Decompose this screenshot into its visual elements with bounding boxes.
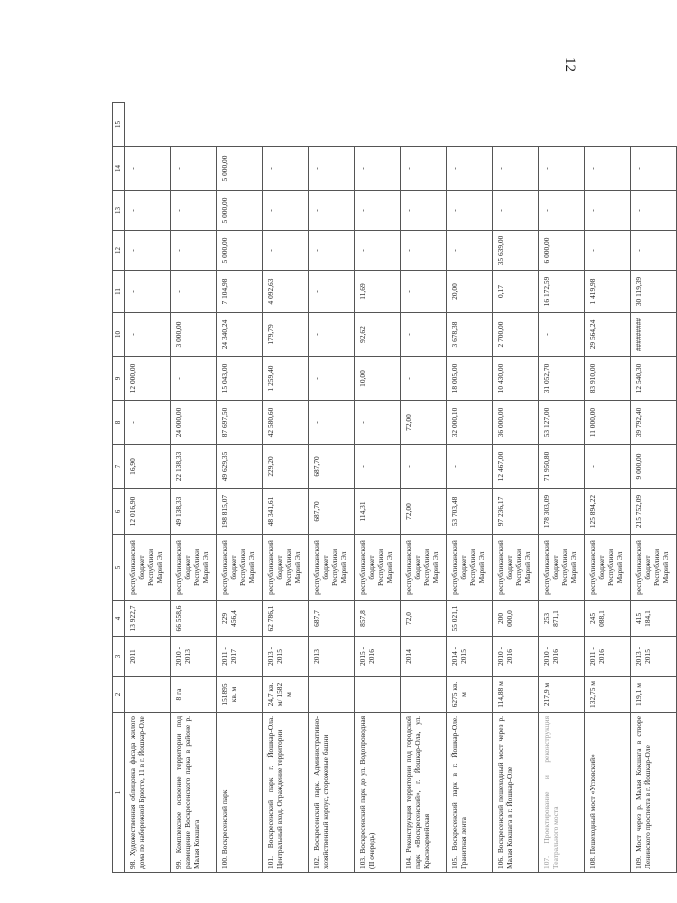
value-cell: 253 871,1 [539,601,585,637]
value-cell: 16,90 [125,445,171,489]
table-row [401,103,447,873]
funding-source-cell: республиканский бюджет Республики Марий Эл [447,535,493,601]
value-cell: 132,75 м [585,677,631,713]
object-name-cell: 105. Воскресенский парк в г. Йошкар-Оле. Гранитная лента [447,713,493,873]
value-cell: - [309,401,355,445]
value-cell: 32 000,10 [447,401,493,445]
value-cell: 22 138,33 [171,445,217,489]
value-cell: 217,9 м [539,677,585,713]
value-cell: 2014 [401,637,447,677]
value-cell: - [447,147,493,191]
page-number: 12 [562,57,578,72]
value-cell: - [125,313,171,357]
value-cell: 36 000,00 [493,401,539,445]
table-row [125,103,171,873]
value-cell: 6275 кв. м [447,677,493,713]
object-name-cell: 98. Художественная облицовка фасада жилого дома по набережной Брюгге, 11 в г. Йошкар-Оле [125,713,171,873]
value-cell: 92,62 [355,313,401,357]
value-cell: 16 172,59 [539,271,585,313]
value-cell: - [631,231,677,271]
value-cell: 1 419,98 [585,271,631,313]
table-row [493,103,539,873]
value-cell: 8 га [171,677,217,713]
value-cell: 72,0 [401,601,447,637]
value-cell: - [355,401,401,445]
value-cell: 12 540,30 [631,357,677,401]
table-row [585,103,631,873]
table-row [447,103,493,873]
value-cell: - [401,231,447,271]
funding-source-cell: республиканский бюджет Республики Марий Эл [309,535,355,601]
value-cell: 125 894,22 [585,489,631,535]
value-cell: - [585,231,631,271]
value-cell: - [585,191,631,231]
value-cell: - [309,231,355,271]
header-cell: 3 [113,637,125,677]
value-cell: 2 700,00 [493,313,539,357]
value-cell: - [447,191,493,231]
value-cell: - [447,231,493,271]
value-cell: 49 629,35 [217,445,263,489]
header-cell: 9 [113,357,125,401]
value-cell: 87 697,50 [217,401,263,445]
value-cell: - [171,231,217,271]
value-cell: - [631,191,677,231]
value-cell: 55 021,1 [447,601,493,637]
header-cell: 10 [113,313,125,357]
value-cell: 178 303,09 [539,489,585,535]
value-cell: - [125,191,171,231]
header-cell: 2 [113,677,125,713]
funding-source-cell: республиканский бюджет Республики Марий Эл [493,535,539,601]
value-cell: 24,7 кв. м/ 1582 м [263,677,309,713]
value-cell: 10 430,00 [493,357,539,401]
value-cell: 5 000,00 [217,231,263,271]
value-cell: - [309,147,355,191]
value-cell: 7 104,98 [217,271,263,313]
value-cell: 72,00 [401,401,447,445]
header-cell: 7 [113,445,125,489]
value-cell: 20,00 [447,271,493,313]
value-cell: 31 052,70 [539,357,585,401]
object-name-cell: 107. Проектирование и реконструкция Театрального моста [539,713,585,873]
value-cell: 5 000,00 [217,191,263,231]
value-cell: - [263,231,309,271]
value-cell: 415 184,1 [631,601,677,637]
value-cell: 5 000,00 [217,147,263,191]
value-cell: 35 639,00 [493,231,539,271]
value-cell: 2011 [125,637,171,677]
value-cell: - [493,191,539,231]
value-cell: - [309,313,355,357]
value-cell: 72,00 [401,489,447,535]
value-cell: 0,17 [493,271,539,313]
table-row [217,103,263,873]
object-name-cell: 108. Пешеходный мост «Угловский» [585,713,631,873]
object-name-cell: 101. Воскресенский парк г. Йошкар-Ола. Центральный вход. Ограждение территории [263,713,309,873]
value-cell: 24 000,00 [171,401,217,445]
value-cell: 13 922,7 [125,601,171,637]
value-cell: - [539,191,585,231]
value-cell: - [355,191,401,231]
value-cell [355,677,401,713]
table-row [309,103,355,873]
funding-source-cell: республиканский бюджет Республики Марий Эл [585,535,631,601]
value-cell: 229 456,4 [217,601,263,637]
funding-source-cell: республиканский бюджет Республики Марий Эл [217,535,263,601]
value-cell: 29 564,24 [585,313,631,357]
value-cell: 2014 - 2015 [447,637,493,677]
value-cell: - [263,191,309,231]
value-cell: 2010 - 2013 [171,637,217,677]
object-name-cell: 106. Воскресенский пешеходный мост через р. Малая Кокшага в г. Йошкар-Оле [493,713,539,873]
value-cell: 12 000,00 [125,357,171,401]
value-cell: 114,31 [355,489,401,535]
table-row [539,103,585,873]
value-cell: 229,20 [263,445,309,489]
value-cell: 198 815,07 [217,489,263,535]
value-cell: - [585,147,631,191]
value-cell: 66 558,6 [171,601,217,637]
value-cell: 11 000,00 [585,401,631,445]
value-cell: 2015 - 2016 [355,637,401,677]
value-cell: 3 000,00 [171,313,217,357]
object-name-cell: 99. Комплексное освоение территории под размещение Воскресенского парка в районе р. Малая Кокшага [171,713,217,873]
table-row [263,103,309,873]
value-cell: - [125,231,171,271]
header-cell: 14 [113,147,125,191]
value-cell: 2010 - 2016 [539,637,585,677]
value-cell: - [171,191,217,231]
value-cell: - [309,191,355,231]
value-cell: 6 000,00 [539,231,585,271]
value-cell: - [171,147,217,191]
header-cell: 15 [113,103,125,147]
value-cell: - [125,401,171,445]
table-row [171,103,217,873]
value-cell: 53 127,00 [539,401,585,445]
funding-source-cell: республиканский бюджет Республики Марий Эл [171,535,217,601]
funding-source-cell: республиканский бюджет Республики Марий Эл [401,535,447,601]
value-cell: 4 092,63 [263,271,309,313]
value-cell [401,677,447,713]
value-cell: - [493,147,539,191]
value-cell: 119,1 м [631,677,677,713]
value-cell: - [401,445,447,489]
header-cell: 8 [113,401,125,445]
value-cell: - [125,271,171,313]
value-cell: - [539,147,585,191]
value-cell: 24 340,24 [217,313,263,357]
value-cell: 857,8 [355,601,401,637]
investment-table [112,102,677,873]
value-cell: - [401,271,447,313]
value-cell: - [401,147,447,191]
value-cell: - [171,271,217,313]
value-cell: 151895 кв. м [217,677,263,713]
value-cell: - [447,445,493,489]
value-cell: - [309,357,355,401]
value-cell: 215 752,09 [631,489,677,535]
value-cell: 2013 - 2015 [263,637,309,677]
value-cell: 2010 - 2016 [493,637,539,677]
value-cell: 49 138,33 [171,489,217,535]
object-name-cell: 109. Мост через р. Малая Кокшага в створе Ленинского проспекта в г. Йошкар-Оле [631,713,677,873]
value-cell: 687,70 [309,489,355,535]
value-cell: 2013 [309,637,355,677]
value-cell: 9 000,00 [631,445,677,489]
value-cell: 18 005,00 [447,357,493,401]
value-cell: - [263,147,309,191]
value-cell: 179,79 [263,313,309,357]
table-row [355,103,401,873]
value-cell: 48 341,61 [263,489,309,535]
value-cell: 200 000,0 [493,601,539,637]
value-cell: 39 792,40 [631,401,677,445]
value-cell: - [171,357,217,401]
value-cell: 1 259,40 [263,357,309,401]
value-cell: 15 043,00 [217,357,263,401]
value-cell: 12 016,90 [125,489,171,535]
value-cell: - [125,147,171,191]
funding-source-cell: республиканский бюджет Республики Марий Эл [539,535,585,601]
funding-source-cell: республиканский бюджет Республики Марий Эл [125,535,171,601]
value-cell: - [631,147,677,191]
header-cell: 5 [113,535,125,601]
value-cell: - [401,357,447,401]
value-cell: 30 119,39 [631,271,677,313]
value-cell [125,677,171,713]
header-cell: 11 [113,271,125,313]
value-cell: 245 088,1 [585,601,631,637]
object-name-cell: 104. Реконструкция территории под городской парк «Воскресенский», г. Йошкар-Ола, ул. Красноармейская [401,713,447,873]
value-cell: 687,70 [309,445,355,489]
object-name-cell: 103. Воскресенский парк до ул. Водопроводная (II очередь) [355,713,401,873]
value-cell: - [539,313,585,357]
value-cell: 3 678,38 [447,313,493,357]
value-cell: 42 580,60 [263,401,309,445]
value-cell: 10,00 [355,357,401,401]
value-cell: 2011 - 2017 [217,637,263,677]
funding-source-cell: республиканский бюджет Республики Марий Эл [263,535,309,601]
header-cell: 1 [113,713,125,873]
funding-source-cell: республиканский бюджет Республики Марий Эл [355,535,401,601]
value-cell: 83 910,00 [585,357,631,401]
object-name-cell: 102. Воскресенский парк. Административно-хозяйственный корпус, сторожевые башни [309,713,355,873]
value-cell: 11,69 [355,271,401,313]
value-cell: 97 236,17 [493,489,539,535]
value-cell: 62 786,1 [263,601,309,637]
value-cell: - [309,271,355,313]
header-cell: 4 [113,601,125,637]
funding-source-cell: республиканский бюджет Республики Марий Эл [631,535,677,601]
value-cell: - [355,231,401,271]
header-row [113,103,125,873]
value-cell: 2011 - 2016 [585,637,631,677]
header-cell: 6 [113,489,125,535]
value-cell: - [401,191,447,231]
value-cell: ######### [631,313,677,357]
value-cell: 687,7 [309,601,355,637]
value-cell: - [355,147,401,191]
value-cell: - [585,445,631,489]
value-cell: 114,88 м [493,677,539,713]
value-cell: - [401,313,447,357]
value-cell: 12 467,00 [493,445,539,489]
table-row [631,103,677,873]
header-cell: 13 [113,191,125,231]
value-cell: - [355,445,401,489]
value-cell: 53 703,48 [447,489,493,535]
header-cell: 12 [113,231,125,271]
value-cell [309,677,355,713]
value-cell: 2013 - 2015 [631,637,677,677]
value-cell: 71 950,80 [539,445,585,489]
object-name-cell: 100. Воскресенский парк [217,713,263,873]
